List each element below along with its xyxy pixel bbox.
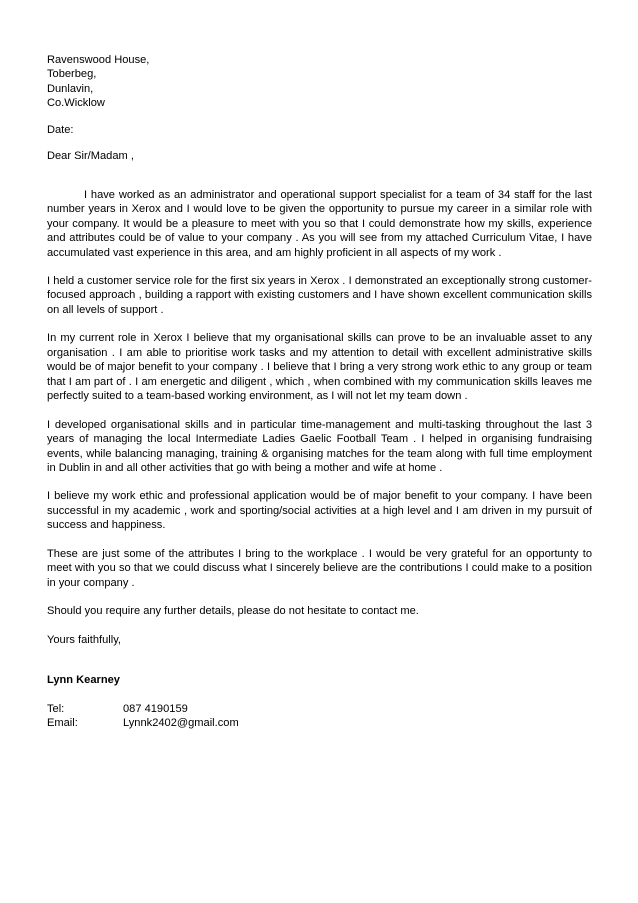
paragraph-attributes: These are just some of the attributes I bring to the workplace . I would be very grateful for an opportunty to meet with you so that we could discuss what I sincerely believe are the contributions I could make to a position in your company . <box>47 547 592 589</box>
paragraph-organisational-skills: I developed organisational skills and in particular time-management and multi-tasking throughout the last 3 years of managing the local Intermediate Ladies Gaelic Football Team . I helped in organising fundraising events, while balancing managing, training & organising matches for the team along with full time employment in Dublin in and all other activities that go with being a mother and wife at home . <box>47 418 592 474</box>
signature-name: Lynn Kearney <box>47 674 120 687</box>
paragraph-current-role: In my current role in Xerox I believe that my organisational skills can prove to be an invaluable asset to any organisation . I am able to prioritise work tasks and my attention to detail with excellent administrative skills would be of major benefit to your company . I believe that I bring a very strong work ethic to any group or team that I am part of . I am energetic and diligent , which , when combined with my communication skills leaves me perfectly suited to a team-based working environment, as I will not let my team down . <box>47 332 592 403</box>
contact-details <box>47 702 592 731</box>
email-value: Lynnk2402@gmail.com <box>123 716 239 729</box>
cover-letter <box>47 53 592 730</box>
salutation: Dear Sir/Madam , <box>47 150 134 163</box>
date-label: Date: <box>47 123 74 136</box>
email-label: Email: <box>47 716 78 729</box>
address-line-2: Toberbeg, <box>47 68 97 81</box>
contact-row-email <box>47 716 592 730</box>
address-line-4: Co.Wicklow <box>47 97 105 110</box>
address-line-1: Ravenswood House, <box>47 54 150 66</box>
paragraph-contact-request: Should you require any further details, please do not hesitate to contact me. <box>47 605 419 618</box>
sender-address <box>47 53 592 111</box>
closing: Yours faithfully, <box>47 633 121 646</box>
tel-value: 087 4190159 <box>123 702 188 715</box>
paragraph-work-ethic: I believe my work ethic and professional application would be of major benefit to your company. I have been successful in my academic , work and sporting/social activities at a high level and I am driven in my pursuit of success and happiness. <box>47 490 592 532</box>
paragraph-intro: I have worked as an administrator and operational support specialist for a team of 34 staff for the last number years in Xerox and I would love to be given the opportunity to pursue my career in a similar role with your company. It would be a pleasure to meet with you so that I could demonstrate how my skills, experience and attributes could be of value to your company . As you will see from my attached Curriculum Vitae, I have accumulated vast experience in this area, and am highly proficient in all aspects of my work . <box>47 188 592 259</box>
paragraph-customer-service: I held a customer service role for the first six years in Xerox . I demonstrated an exceptionally strong customer-focused approach , building a rapport with existing customers and I have shown excellent communication skills on all levels of support . <box>47 274 592 316</box>
address-line-3: Dunlavin, <box>47 82 94 95</box>
tel-label: Tel: <box>47 702 65 715</box>
contact-row-tel <box>47 702 592 716</box>
